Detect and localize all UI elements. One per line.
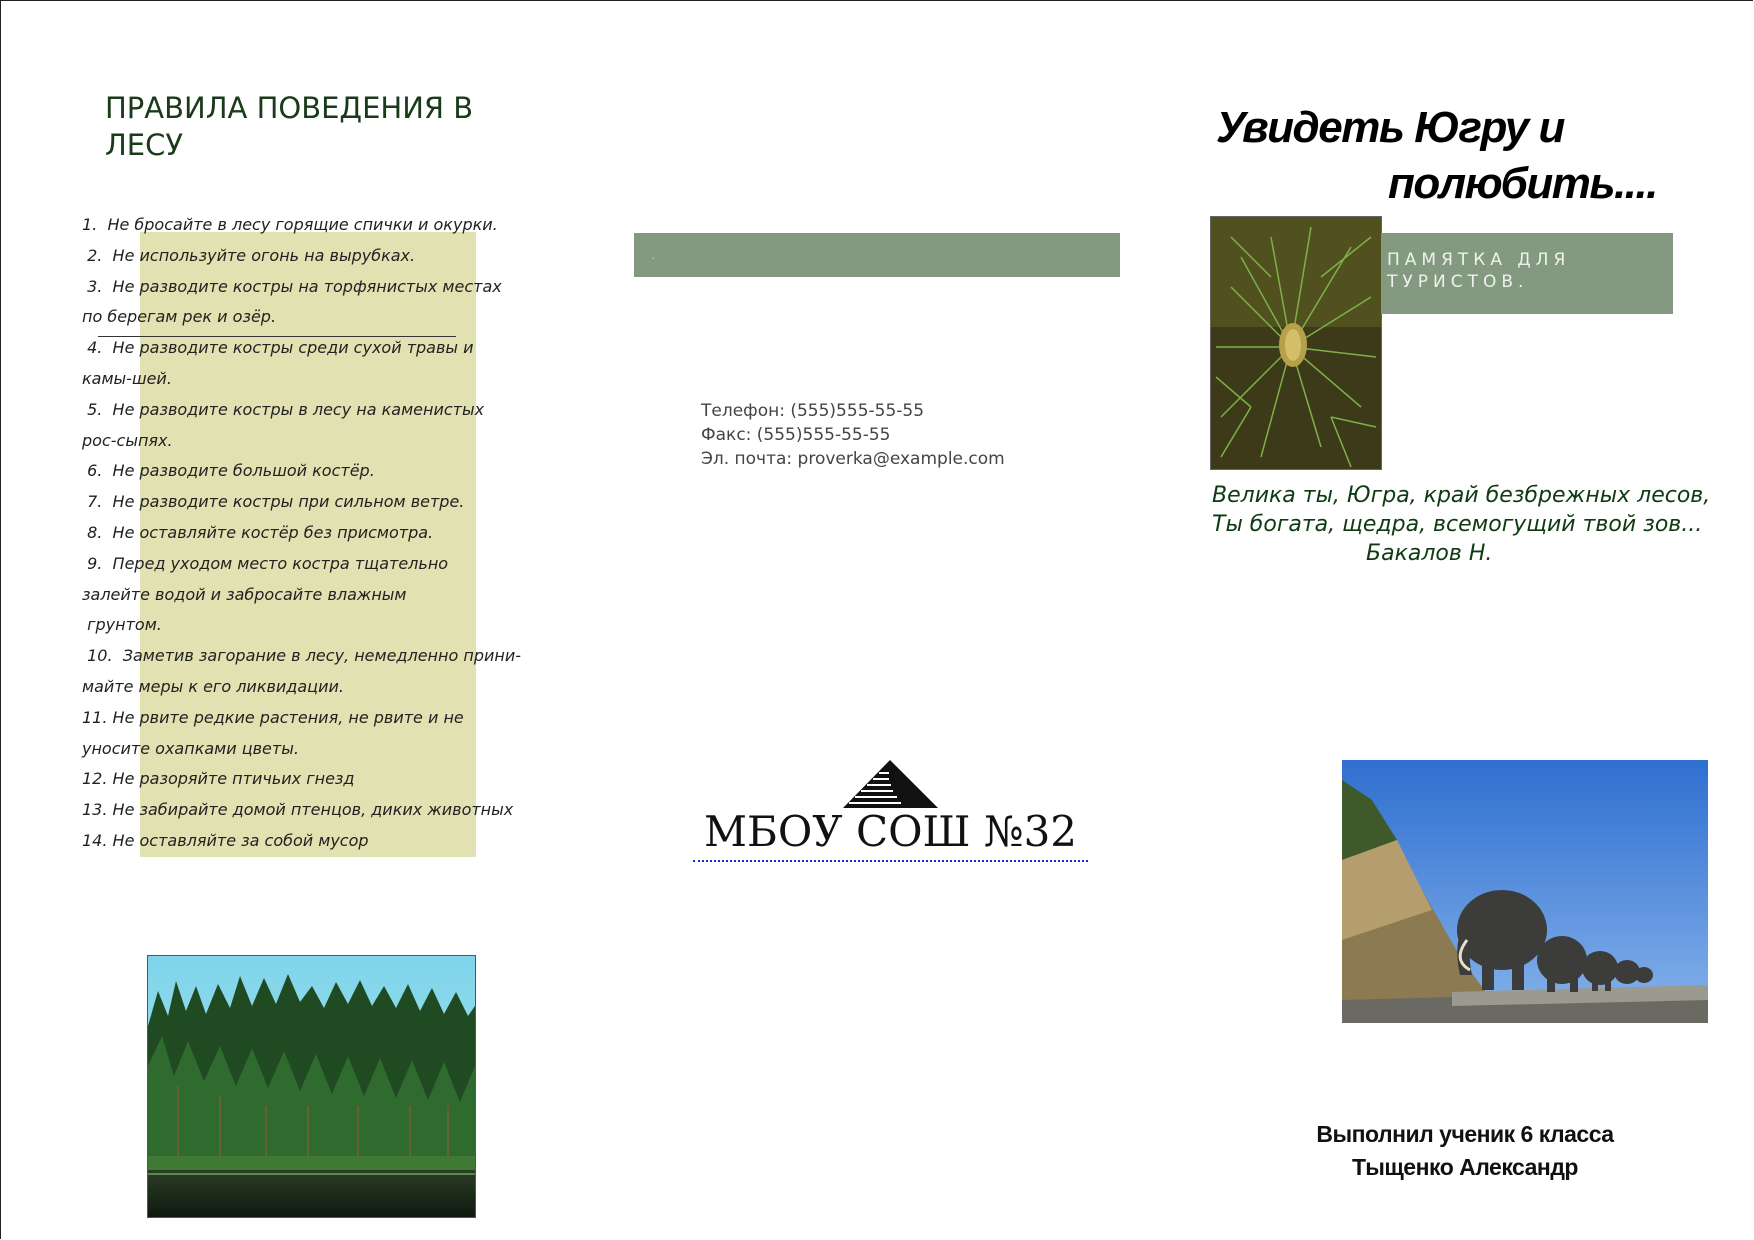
pyramid-logo-icon: [843, 760, 938, 808]
school-name: МБОУ СОШ №32: [693, 806, 1088, 862]
cover-title-line2: полюбить....: [1388, 159, 1657, 208]
credit-line: Выполнил ученик 6 класса: [1316, 1121, 1614, 1147]
cover-title-line1: Увидеть Югру и: [1216, 103, 1564, 152]
rule-item: 7. Не разводите костры при сильном ветре.: [82, 492, 465, 512]
rule-item: 9. Перед уходом место костра тщательно залейте водой и забросайте влажным: [82, 553, 454, 604]
header-bar: [634, 233, 1120, 277]
author-credit: [1290, 1118, 1640, 1184]
bar-text: .: [652, 251, 655, 262]
contact-block: [701, 399, 1061, 471]
forest-lake-photo: [147, 955, 476, 1218]
mammoth-sculptures-photo: [1342, 760, 1708, 1023]
rules-title: ПРАВИЛА ПОВЕДЕНИЯ В ЛЕСУ: [105, 91, 474, 162]
pine-branch-photo: [1210, 216, 1382, 470]
rule-item: 5. Не разводите костры в лесу на каменистых рос-сыпях.: [82, 399, 490, 450]
rule-item: 4. Не разводите костры среди сухой травы и камы-шей.: [82, 338, 479, 388]
rule-item: 11. Не рвите редкие растения, не рвите и не уносите охапками цветы.: [82, 707, 469, 758]
rule-item: 3. Не разводите костры на торфянистых местах по берегам рек и озёр.: [82, 276, 507, 327]
fax-text: Факс: (555)555-55-55: [701, 425, 891, 445]
poem-line: Велика ты, Югра, край безбрежных лесов,: [1212, 483, 1711, 508]
rule-item: 1. Не бросайте в лесу горящие спички и окурки.: [82, 215, 498, 234]
rule-item: 14. Не оставляйте за собой мусор: [82, 830, 369, 850]
phone-text: Телефон: (555)555-55-55: [701, 401, 925, 421]
rule-item: 2. Не используйте огонь на вырубках.: [82, 245, 416, 265]
credit-line: Тыщенко Александр: [1352, 1154, 1578, 1180]
rule-item: 12. Не разоряйте птичьих гнезд: [82, 769, 355, 789]
email-text: Эл. почта: proverka@example.com: [701, 449, 1005, 469]
memo-banner: [1381, 233, 1673, 314]
poem-author: Бакалов Н.: [1366, 541, 1493, 566]
rules-list: [82, 210, 532, 857]
rule-item: 13. Не забирайте домой птенцов, диких животных: [82, 800, 514, 820]
memo-text: ПАМЯТКА ДЛЯ ТУРИСТОВ.: [1387, 250, 1571, 292]
rule-item: 6. Не разводите большой костёр.: [82, 461, 375, 481]
rule-item: грунтом.: [82, 615, 162, 635]
rule-item: 8. Не оставляйте костёр без присмотра.: [82, 522, 434, 542]
poem-quote: [1212, 481, 1711, 568]
rule-item: 10. Заметив загорание в лесу, немедленно прини-майте меры к его ликвидации.: [82, 646, 521, 696]
poem-line: Ты богата, щедра, всемогущий твой зов...: [1212, 512, 1703, 537]
